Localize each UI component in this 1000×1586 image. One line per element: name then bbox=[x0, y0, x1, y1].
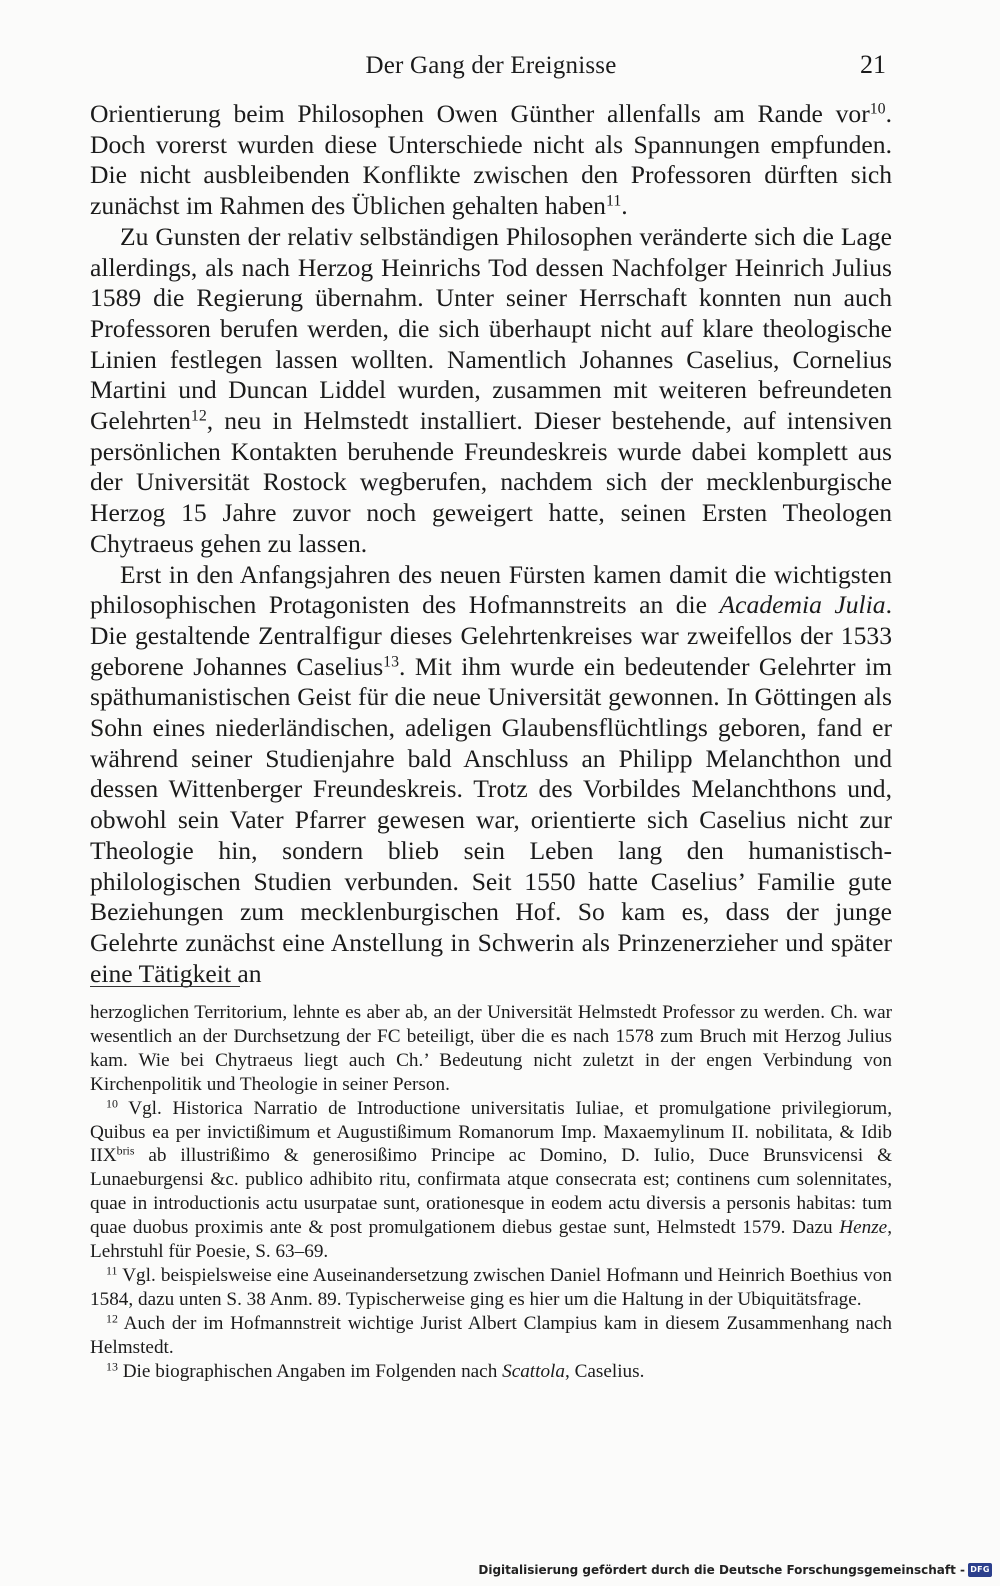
text-run: , Caselius. bbox=[564, 1360, 645, 1382]
funding-credit: Digitalisierung gefördert durch die Deutsche Forschungsgemeinschaft - bbox=[478, 1563, 965, 1577]
footnote-ref-12[interactable]: 12 bbox=[190, 407, 207, 425]
text-run: , Lehrstuhl für Poesie, S. 63–69. bbox=[90, 1217, 892, 1263]
text-run: Vgl. beispielsweise eine Auseinandersetzung zwischen Daniel Hofmann und Heinrich Boethius von 1584, dazu unten S. 38 Anm. 89. Typischerweise ging es hier um die Haltung in der Ubiquitätsfrage. bbox=[90, 1264, 892, 1310]
text-run: . Die gestaltende Zentralfigur dieses Gelehrtenkreises war zweifellos der 1533 geborene Johannes Caselius bbox=[90, 590, 892, 681]
footnote-number: 10 bbox=[106, 1096, 118, 1111]
text-run: Zu Gunsten der relativ selbständigen Philosophen veränderte sich die Lage allerdings, als nach Herzog Heinrichs Tod dessen Nachfolger Heinrich Julius 1589 die Regierung übernahm. Unter seiner Herrschaft konnten nun auch Professoren berufen werden, die sich überhaupt nicht auf klare theologische Linien festlegen lassen wollten. Namentlich Johannes Caselius, Cornelius Martini und Duncan Liddel wurden, zusammen mit weiteren befreundeten Gelehrten bbox=[90, 221, 892, 436]
digitization-footer bbox=[478, 1560, 992, 1580]
italic-title: Academia Julia bbox=[719, 590, 886, 620]
footnote-separator bbox=[90, 986, 240, 987]
author-name: Henze bbox=[839, 1217, 888, 1239]
footnote-number: 11 bbox=[106, 1263, 118, 1278]
main-text bbox=[90, 99, 892, 989]
footnotes bbox=[90, 1001, 892, 1384]
footnote-continuation: herzoglichen Territorium, lehnte es aber ab, an der Universität Helmstedt Professor zu werden. Ch. war wesentlich an der Durchsetzung der FC beteiligt, über die es nach 1578 zum Bruch mit Herzog Julius kam. Wie bei Chytraeus liegt auch Ch.’ Bedeutung nicht zuletzt in der engen Verbindung von Kirchenpolitik und Theologie in seiner Person. bbox=[90, 1002, 892, 1095]
text-run: . Mit ihm wurde ein bedeutender Gelehrter im späthumanistischen Geist für die neue Universität gewonnen. In Göttingen als Sohn eines niederländischen, adeligen Glaubensflüchtlings geboren, fand er während seiner Studienjahre bald Anschluss an Philipp Melanchthon und dessen Wittenberger Freundeskreis. Trotz des Vorbildes Melanchthons und, obwohl sein Vater Pfarrer gewesen war, orientierte sich Caselius nicht zur Theologie hin, sondern blieb sein Leben lang den humanistisch-philologischen Studien verbunden. Seit 1550 hatte Caselius’ Familie gute Beziehungen zum mecklenburgischen Hof. So kam es, dass der junge Gelehrte zunächst eine Anstellung in Schwerin als Prinzenerzieher und später eine Tätigkeit an bbox=[90, 651, 892, 988]
text-run: Orientierung beim Philosophen Owen Günther allenfalls am Rande vor bbox=[90, 99, 870, 128]
footnote-12 bbox=[90, 1312, 892, 1360]
text-run: , neu in Helmstedt installiert. Dieser bestehende, auf intensiven persönlichen Kontakten beruhende Freundeskreis wurde dabei komplett aus der Universität Rostock wegberufen, nachdem sich der mecklenburgische Herzog 15 Jahre zuvor noch geweigert hatte, seinen Ersten Theologen Chytraeus gehen zu lassen. bbox=[90, 406, 892, 558]
footnote-ref-10[interactable]: 10 bbox=[869, 100, 886, 118]
text-run: Erst in den Anfangsjahren des neuen Fürsten kamen damit die wichtigsten philosophischen Protagonisten des Hofmannstreits an die bbox=[90, 559, 892, 620]
dfg-logo-icon: DFG bbox=[968, 1563, 992, 1577]
paragraph-1 bbox=[90, 99, 892, 222]
running-title: Der Gang der Ereignisse bbox=[365, 52, 617, 79]
paragraph-3 bbox=[90, 560, 892, 990]
footnote-11 bbox=[90, 1264, 892, 1312]
footnote-number: 12 bbox=[106, 1311, 118, 1326]
superscript: bris bbox=[116, 1143, 135, 1158]
footnote-13 bbox=[90, 1360, 892, 1384]
text-run: Vgl. Historica Narratio de Introductione universitatis Iuliae, et promulgatione privilegiorum, Quibus ea per invictißimum et Augustißimum Romanorum Imp. Maxaemylinum II. nobilitata, & Idib IIX bbox=[90, 1097, 892, 1167]
footnote-ref-11[interactable]: 11 bbox=[605, 192, 622, 210]
footnote-ref-13[interactable]: 13 bbox=[383, 652, 400, 670]
text-run: Auch der im Hofmannstreit wichtige Jurist Albert Clampius kam in diesem Zusammenhang nach Helmstedt. bbox=[90, 1312, 892, 1358]
footnote-number: 13 bbox=[106, 1359, 118, 1374]
page-number: 21 bbox=[860, 50, 886, 79]
author-name: Scattola bbox=[502, 1360, 565, 1382]
running-head bbox=[90, 48, 892, 88]
text-run: . Doch vorerst wurden diese Unterschiede nicht als Spannungen empfunden. Die nicht ausbleibenden Konflikte zwischen den Professoren dürften sich zunächst im Rahmen des Üblichen gehalten haben bbox=[90, 99, 892, 221]
text-run: Die biographischen Angaben im Folgenden nach bbox=[117, 1360, 503, 1382]
text-run: . bbox=[621, 191, 628, 221]
footnote-10 bbox=[90, 1097, 892, 1264]
text-run: ab illustrißimo & generosißimo Principe ac Domino, D. Iulio, Duce Brunsvicensi & Lunaeburgensi &c. publico adhibito ritu, confirmata atque consecrata est; continens cum solennitates, quae in introductionis actu usurpatae sunt, orationesque in eodem actu diversis a personis habitas: tum quae duobus proximis ante & post promulgationem diebus gestae sunt, Helmstedt 1579. Dazu bbox=[90, 1145, 892, 1239]
paragraph-2 bbox=[90, 222, 892, 560]
